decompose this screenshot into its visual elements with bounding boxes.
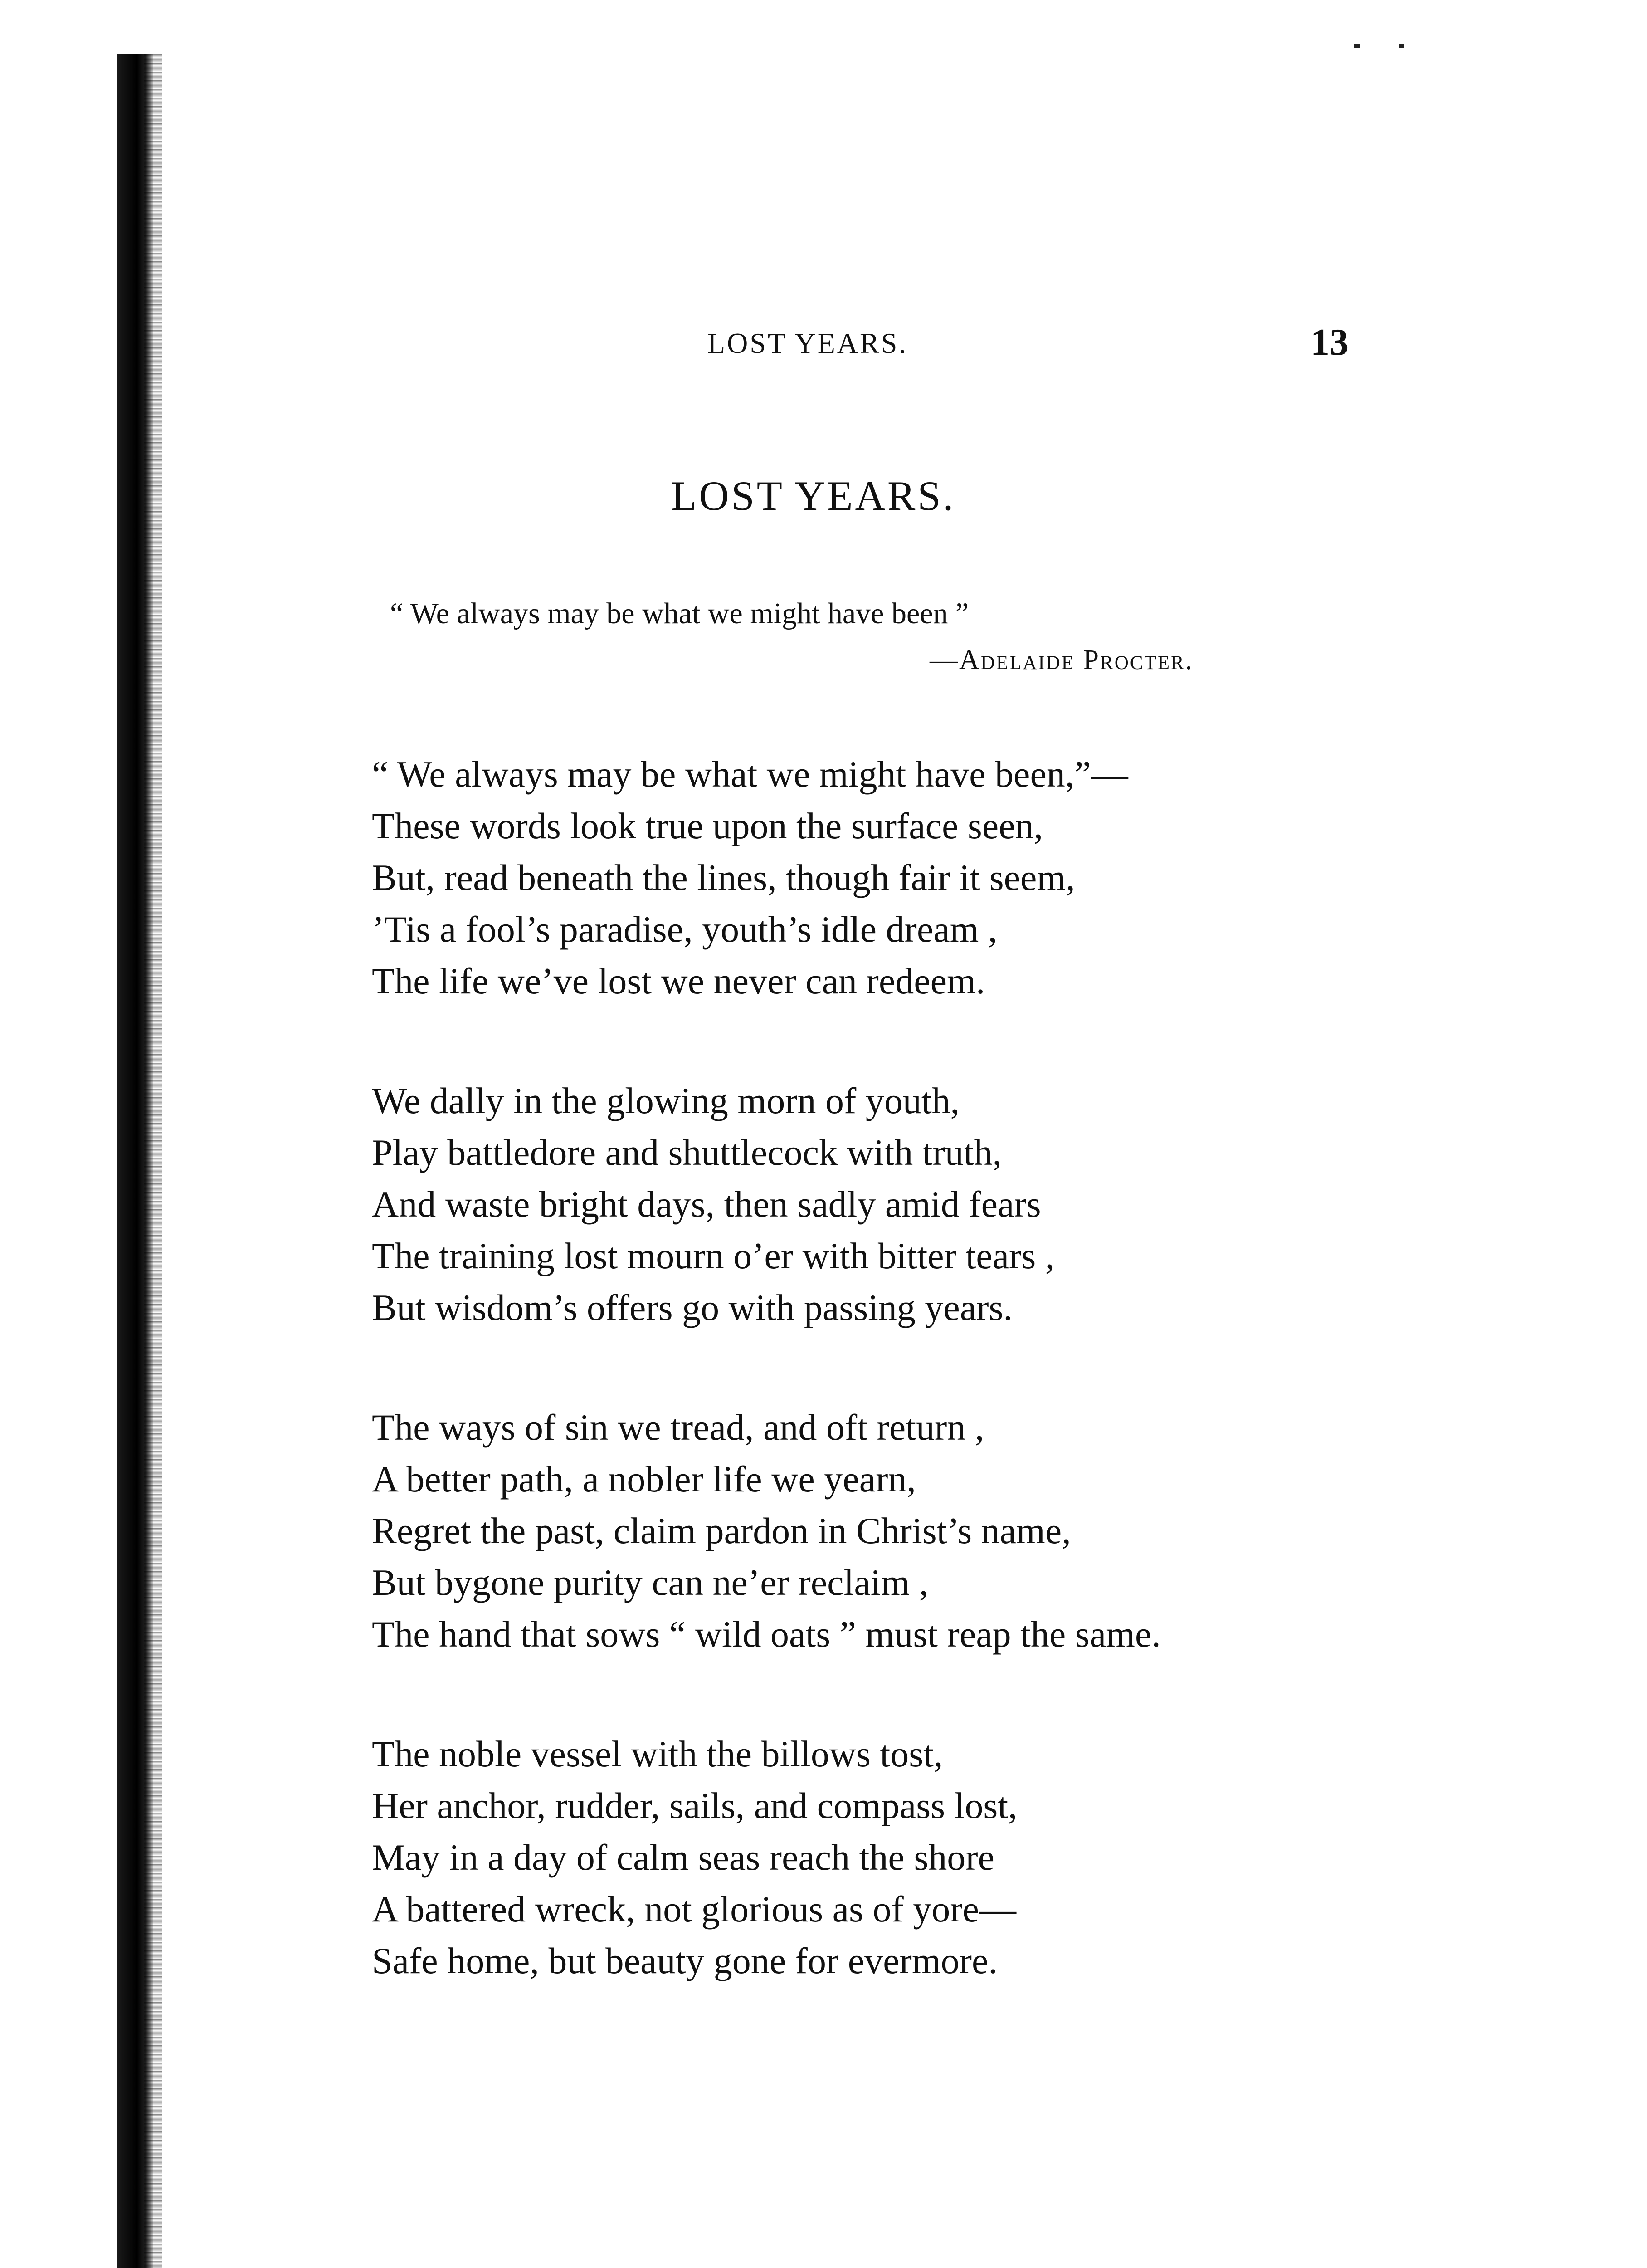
poem-line: The hand that sows “ wild oats ” must reap the same. [372, 1613, 1161, 1655]
poem-line: And waste bright days, then sadly amid fears [372, 1183, 1041, 1225]
poem-line: A better path, a nobler life we yearn, [372, 1458, 916, 1500]
poem-line: We dally in the glowing morn of youth, [372, 1080, 960, 1121]
poem-line: The training lost mourn o’er with bitter tears , [372, 1235, 1055, 1276]
scan-speck [1354, 44, 1360, 48]
running-head: LOST YEARS. [707, 327, 908, 359]
poem-line: The ways of sin we tread, and oft return , [372, 1407, 984, 1448]
poem-line: These words look true upon the surface seen, [372, 805, 1043, 846]
stanza [372, 1728, 1018, 1987]
scan-speck [1399, 44, 1404, 48]
poem-line: The life we’ve lost we never can redeem. [372, 960, 985, 1002]
epigraph-attribution: —Adelaide Procter. [930, 645, 1194, 675]
poem-line: Regret the past, claim pardon in Christ’s name, [372, 1510, 1071, 1551]
stanza [372, 1075, 1054, 1334]
poem-line: ’Tis a fool’s paradise, youth’s idle dream , [372, 909, 998, 950]
poem-line: Play battledore and shuttlecock with truth, [372, 1132, 1002, 1173]
epigraph-quote: “ We always may be what we might have been ” [390, 597, 969, 630]
poem-line: The noble vessel with the billows tost, [372, 1733, 943, 1774]
poem-line: Her anchor, rudder, sails, and compass lost, [372, 1785, 1018, 1826]
poem-title: LOST YEARS. [671, 473, 956, 519]
poem-line: But bygone purity can ne’er reclaim , [372, 1562, 929, 1603]
poem-line: May in a day of calm seas reach the shore [372, 1837, 994, 1878]
poem-line: But wisdom’s offers go with passing years. [372, 1287, 1013, 1328]
stanza [372, 748, 1128, 1007]
poem-line: Safe home, but beauty gone for evermore. [372, 1940, 998, 1981]
stanza [372, 1402, 1161, 1660]
page-number: 13 [1311, 321, 1349, 363]
poem-line: But, read beneath the lines, though fair it seem, [372, 857, 1075, 898]
binding-edge [117, 54, 153, 2268]
poem-line: “ We always may be what we might have been,”— [372, 753, 1128, 795]
poem-line: A battered wreck, not glorious as of yore— [372, 1888, 1016, 1930]
